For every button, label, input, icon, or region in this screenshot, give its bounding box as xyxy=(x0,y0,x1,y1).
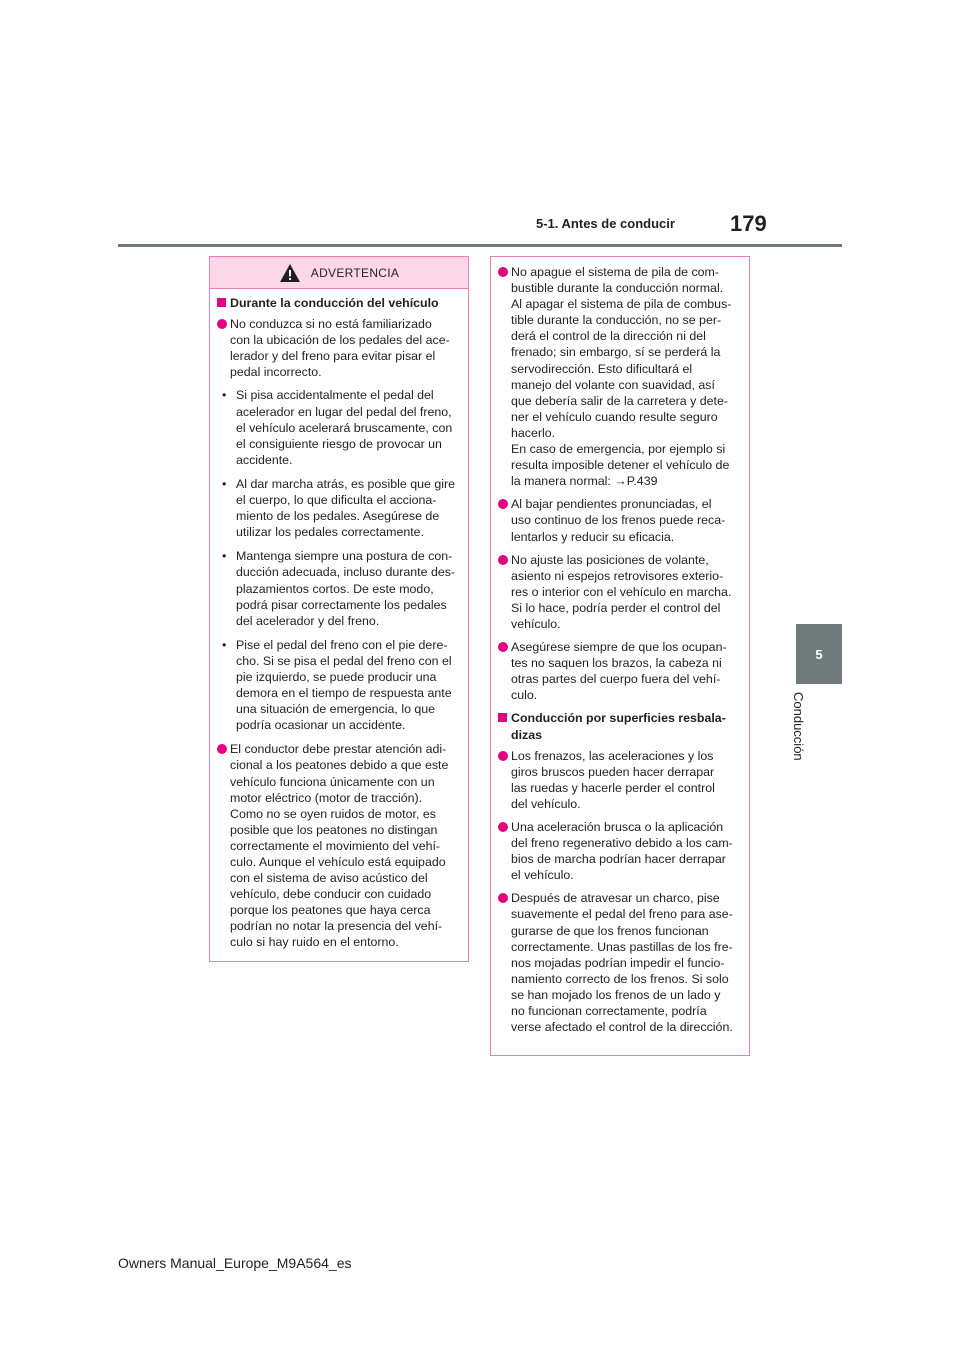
circle-bullet-icon xyxy=(498,267,508,277)
text-line: vehículo. xyxy=(511,616,561,631)
text-line: el vehículo. xyxy=(511,868,574,883)
text-line: la manera normal: →P.439 xyxy=(511,474,658,489)
circle-bullet-icon xyxy=(498,642,508,652)
text-line: Pise el pedal del freno con el pie dere- xyxy=(236,637,448,652)
list-item xyxy=(217,316,460,380)
text-line: las ruedas y hacerle perder el control xyxy=(511,780,715,795)
text-line: con la ubicación de los pedales del ace- xyxy=(230,333,450,348)
text-line: gurarse de que los frenos funcionan xyxy=(511,923,709,938)
warning-box-left xyxy=(209,256,469,962)
text-line: vehículo, debe conducir con cuidado xyxy=(230,887,432,902)
text-line: El conductor debe prestar atención adi- xyxy=(230,742,447,757)
text-line: tes no saquen los brazos, la cabeza ni xyxy=(511,656,722,671)
text-line: ducción adecuada, incluso durante des- xyxy=(236,565,456,580)
text-line: acelerador en lugar del pedal del freno, xyxy=(236,404,452,419)
sub-list-item xyxy=(217,387,460,467)
text-line: derá el control de la dirección ni del xyxy=(511,329,706,344)
text-line: suavemente el pedal del freno para ase- xyxy=(511,907,733,922)
list-item xyxy=(498,552,741,632)
square-bullet-icon xyxy=(498,713,507,722)
circle-bullet-icon xyxy=(498,822,508,832)
circle-bullet-icon xyxy=(498,893,508,903)
text-line: Al bajar pendientes pronunciadas, el xyxy=(511,497,712,512)
text-line: nos mojadas podrían impedir el funcio- xyxy=(511,955,725,970)
text-line: giros bruscos pueden hacer derrapar xyxy=(511,764,715,779)
text-line: asiento ni espejos retrovisores exterio- xyxy=(511,568,724,583)
text-line: Los frenazos, las aceleraciones y los xyxy=(511,748,714,763)
text-line: bustible durante la conducción normal. xyxy=(511,281,724,296)
sub-bullet: • xyxy=(222,549,227,564)
text-line: Una aceleración brusca o la aplicación xyxy=(511,820,724,834)
text-line: En caso de emergencia, por ejemplo si xyxy=(511,442,726,457)
text-line: pedal incorrecto. xyxy=(230,365,322,380)
text-line: utilizar los pedales correctamente. xyxy=(236,525,425,540)
section-title: 5-1. Antes de conducir xyxy=(536,216,675,231)
text-line: con el sistema de aviso acústico del xyxy=(230,871,428,886)
text-line: cional a los peatones debido a que este xyxy=(230,758,449,773)
text-line: Al dar marcha atrás, es posible que gire xyxy=(236,476,456,491)
text-line: resulta imposible detener el vehículo de xyxy=(511,458,730,473)
text-line: vehículo funciona únicamente con un xyxy=(230,774,435,789)
section-heading xyxy=(498,710,741,742)
text-line: culo. xyxy=(511,688,538,703)
section-heading xyxy=(217,295,460,311)
warning-header xyxy=(210,257,468,289)
text-line: ner el vehículo cuando resulte seguro xyxy=(511,409,718,424)
text-line: Después de atravesar un charco, pise xyxy=(511,891,720,906)
text-line: namiento correcto de los frenos. Si solo xyxy=(511,971,729,986)
text-line: el vehículo acelerará bruscamente, con xyxy=(236,420,453,435)
text-line: culo. Aunque el vehículo está equipado xyxy=(230,855,446,869)
sub-bullet: • xyxy=(222,388,227,403)
warning-box-right xyxy=(490,256,750,1056)
warning-title: ADVERTENCIA xyxy=(310,265,400,280)
text-line: que debería salir de la carretera y dete- xyxy=(511,393,728,408)
circle-bullet-icon xyxy=(217,319,227,329)
text-line: del freno regenerativo debido a los cam- xyxy=(511,836,733,851)
header-divider xyxy=(118,244,842,247)
page-number: 179 xyxy=(730,211,767,236)
text-line: cho. Si se pisa el pedal del freno con el xyxy=(236,653,452,668)
text-line: frenado; sin embargo, sí se perderá la xyxy=(511,345,721,360)
text-line: Como no se oyen ruidos de motor, es xyxy=(230,806,436,821)
text-line: No ajuste las posiciones de volante, xyxy=(511,552,709,567)
text-line: del vehículo. xyxy=(511,796,581,811)
text-line: res o interior con el vehículo en marcha. xyxy=(511,584,732,599)
warning-triangle-icon xyxy=(279,263,301,283)
text-line: miento de los pedales. Asegúrese de xyxy=(236,509,440,524)
text-line: lentarlos y reducir su eficacia. xyxy=(511,529,675,544)
text-line: se han mojado los frenos de un lado y xyxy=(511,987,721,1002)
text-line: plazamientos cortos. De este modo, xyxy=(236,581,434,596)
sub-list-item xyxy=(217,637,460,734)
text-line: correctamente. Unas pastillas de los fre- xyxy=(511,939,733,954)
text-line: pie izquierdo, se puede producir una xyxy=(236,669,437,684)
chapter-number: 5 xyxy=(815,646,823,662)
list-item xyxy=(498,264,741,489)
text-line: el consiguiente riesgo de provocar un xyxy=(236,436,442,451)
text-line: dizas xyxy=(511,727,542,742)
sub-bullet: • xyxy=(222,476,227,491)
circle-bullet-icon xyxy=(498,751,508,761)
text-line: No apague el sistema de pila de com- xyxy=(511,265,720,279)
heading-text: Durante la conducción del vehículo xyxy=(230,296,439,310)
text-line: no funcionan correctamente, podría xyxy=(511,1004,707,1019)
text-line: Si lo hace, podría perder el control del xyxy=(511,600,721,615)
text-line: correctamente el movimiento del vehí- xyxy=(230,838,441,853)
text-line: otras partes del cuerpo fuera del vehí- xyxy=(511,672,721,687)
text-line: hacerlo. xyxy=(511,425,556,440)
text-line: verse afectado el control de la dirección. xyxy=(511,1020,733,1035)
text-line: demora en el tiempo de respuesta ante xyxy=(236,686,452,701)
chapter-tab xyxy=(796,624,842,684)
sub-bullet: • xyxy=(222,637,227,652)
text-line: uso continuo de los frenos puede reca- xyxy=(511,513,726,528)
circle-bullet-icon xyxy=(498,499,508,509)
text-line: Asegúrese siempre de que los ocupan- xyxy=(511,640,727,655)
text-line: Si pisa accidentalmente el pedal del xyxy=(236,388,434,403)
square-bullet-icon xyxy=(217,298,226,307)
sub-list-item xyxy=(217,476,460,540)
text-line: culo si hay ruido en el entorno. xyxy=(230,935,399,950)
text-line: No conduzca si no está familiarizado xyxy=(230,317,432,332)
circle-bullet-icon xyxy=(217,744,227,754)
list-item xyxy=(217,741,460,950)
list-item xyxy=(498,496,741,544)
list-item xyxy=(498,639,741,703)
text-line: del acelerador y del freno. xyxy=(236,613,380,628)
text-line: Conducción por superficies resbala- xyxy=(511,711,726,726)
text-line: accidente. xyxy=(236,452,293,467)
text-line: lerador y del freno para evitar pisar el xyxy=(230,349,436,364)
circle-bullet-icon xyxy=(498,555,508,565)
text-line: Mantenga siempre una postura de con- xyxy=(236,549,453,564)
text-line: posible que los peatones no distingan xyxy=(230,822,438,837)
text-line: podrían no notar la presencia del vehí- xyxy=(230,919,443,934)
sub-list-item xyxy=(217,548,460,628)
text-line: manejo del volante con suavidad, así xyxy=(511,377,715,392)
text-line: podrá pisar correctamente los pedales xyxy=(236,597,447,612)
list-item xyxy=(498,748,741,812)
list-item xyxy=(498,819,741,883)
footer-text: Owners Manual_Europe_M9A564_es xyxy=(118,1255,352,1271)
chapter-label: Conducción xyxy=(791,692,806,761)
text-line: podría ocasionar un accidente. xyxy=(236,718,406,733)
text-line: porque los peatones que haya cerca xyxy=(230,903,431,918)
text-line: motor eléctrico (motor de tracción). xyxy=(230,790,423,805)
text-line: tible durante la conducción, no se per- xyxy=(511,313,722,328)
list-item xyxy=(498,890,741,1035)
text-line: una situación de emergencia, lo que xyxy=(236,702,436,717)
text-line: Al apagar el sistema de pila de combus- xyxy=(511,297,732,312)
text-line: servodirección. Esto dificultará el xyxy=(511,361,693,376)
text-line: el cuerpo, lo que dificulta el acciona- xyxy=(236,493,437,508)
text-line: bios de marcha podrían hacer derrapar xyxy=(511,852,726,867)
